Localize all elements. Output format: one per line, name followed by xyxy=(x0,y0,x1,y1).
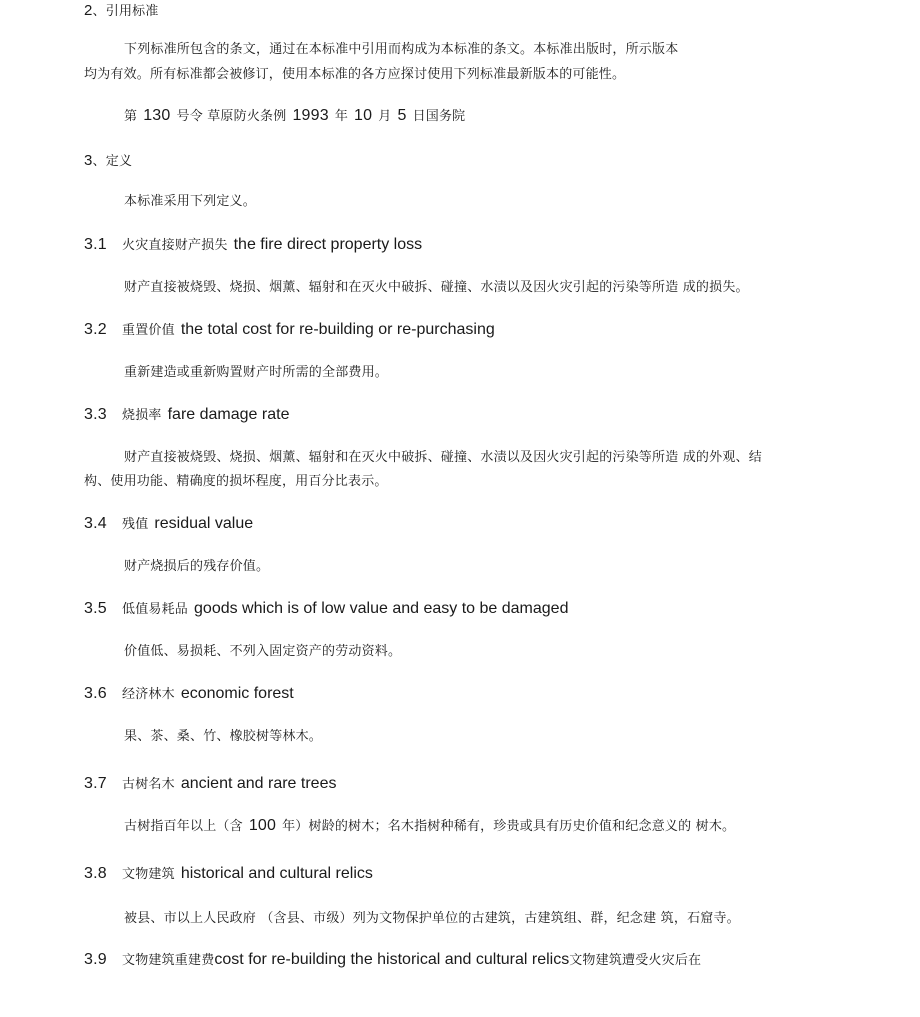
reference-prefix: 第 xyxy=(124,109,138,124)
definition-term-en: economic forest xyxy=(180,685,294,702)
definition-number: 3.5 xyxy=(84,600,107,617)
definition-term-en: fare damage rate xyxy=(167,406,290,423)
definition-number: 3.3 xyxy=(84,406,107,423)
definition-3-9-heading xyxy=(84,952,701,969)
definition-3-9-trailing-text: 文物建筑遭受火灾后在 xyxy=(569,953,702,968)
section-2-title: 、引用标准 xyxy=(92,4,159,19)
definition-number: 3.7 xyxy=(84,775,107,792)
section-2-heading xyxy=(84,3,159,20)
reference-day-suffix: 日国务院 xyxy=(412,109,466,124)
definition-term-en: goods which is of low value and easy to be damaged xyxy=(194,600,569,617)
definition-term-en: residual value xyxy=(154,515,254,532)
definition-number: 3.2 xyxy=(84,321,107,338)
definition-term-zh: 文物建筑 xyxy=(122,867,175,882)
definition-number: 3.8 xyxy=(84,865,107,882)
definition-term-zh: 文物建筑重建费 xyxy=(122,953,215,968)
definition-3-7-description xyxy=(124,818,735,835)
referenced-standard xyxy=(124,108,465,125)
definition-3-6-description: 果、茶、桑、竹、橡胶树等林木。 xyxy=(124,729,323,744)
reference-year-suffix: 年 xyxy=(334,109,349,124)
definition-3-5-description: 价值低、易损耗、不列入固定资产的劳动资料。 xyxy=(124,644,402,659)
definition-3-3-description-line-2: 构、使用功能、精确度的损坏程度，用百分比表示。 xyxy=(84,474,388,489)
definition-number: 3.4 xyxy=(84,515,107,532)
definition-number: 3.1 xyxy=(84,236,107,253)
definition-term-en: the total cost for re-building or re-purchasing xyxy=(180,321,495,338)
reference-month: 10 xyxy=(354,107,373,124)
definition-3-4-heading xyxy=(84,516,253,533)
definition-term-en: cost for re-building the historical and cultural relics xyxy=(214,951,570,968)
reference-month-suffix: 月 xyxy=(378,109,392,124)
definition-3-7-heading xyxy=(84,776,336,793)
definition-term-zh: 低值易耗品 xyxy=(122,602,189,617)
definition-term-zh: 经济林木 xyxy=(122,687,175,702)
section-2-paragraph-line-2: 均为有效。所有标准都会被修订，使用本标准的各方应探讨使用下列标准最新版本的可能性。 xyxy=(84,67,626,82)
section-2-paragraph-line-1: 下列标准所包含的条文，通过在本标准中引用而构成为本标准的条文。本标准出版时，所示版本 xyxy=(124,42,679,57)
definition-term-en: the fire direct property loss xyxy=(233,236,423,253)
definition-3-2-heading xyxy=(84,322,495,339)
definition-3-8-heading xyxy=(84,866,373,883)
definition-3-1-heading xyxy=(84,237,422,254)
section-3-heading xyxy=(84,153,132,170)
definition-3-3-description-line-1: 财产直接被烧毁、烧损、烟薰、辐射和在灭火中破拆、碰撞、水渍以及因火灾引起的污染等所造 成的外观、结 xyxy=(124,450,762,465)
definition-term-zh: 重置价值 xyxy=(122,323,175,338)
definition-term-zh: 烧损率 xyxy=(122,408,162,423)
definition-3-8-description: 被县、市以上人民政府 （含县、市级）列为文物保护单位的古建筑，古建筑组、群，纪念建 筑，石窟寺。 xyxy=(124,911,740,926)
reference-day: 5 xyxy=(397,107,407,124)
definition-term-zh: 古树名木 xyxy=(122,777,175,792)
definition-3-1-description: 财产直接被烧毁、烧损、烟薰、辐射和在灭火中破拆、碰撞、水渍以及因火灾引起的污染等所造 成的损失。 xyxy=(124,280,749,295)
definition-3-7-description-part-1: 古树指百年以上（含 xyxy=(124,819,243,834)
reference-year: 1993 xyxy=(292,107,329,124)
definition-3-4-description: 财产烧损后的残存价值。 xyxy=(124,559,270,574)
definition-term-zh: 残值 xyxy=(122,517,149,532)
definition-term-zh: 火灾直接财产损失 xyxy=(122,238,228,253)
definition-3-3-heading xyxy=(84,407,289,424)
section-3-title: 、定义 xyxy=(92,154,133,169)
definition-term-en: ancient and rare trees xyxy=(180,775,337,792)
definition-3-7-description-part-2: 年）树龄的树木；名木指树种稀有，珍贵或具有历史价值和纪念意义的 树木。 xyxy=(282,819,736,834)
section-3-intro: 本标准采用下列定义。 xyxy=(124,194,257,209)
definition-3-5-heading xyxy=(84,601,568,618)
definition-number: 3.9 xyxy=(84,951,107,968)
definition-3-2-description: 重新建造或重新购置财产时所需的全部费用。 xyxy=(124,365,389,380)
reference-order-suffix: 号令 草原防火条例 xyxy=(176,109,287,124)
definition-number: 3.6 xyxy=(84,685,107,702)
section-2-number: 2 xyxy=(84,2,93,19)
section-3-number: 3 xyxy=(84,152,93,169)
reference-order-number: 130 xyxy=(143,107,171,124)
definition-3-7-description-number: 100 xyxy=(248,817,277,834)
definition-3-6-heading xyxy=(84,686,294,703)
definition-term-en: historical and cultural relics xyxy=(180,865,373,882)
